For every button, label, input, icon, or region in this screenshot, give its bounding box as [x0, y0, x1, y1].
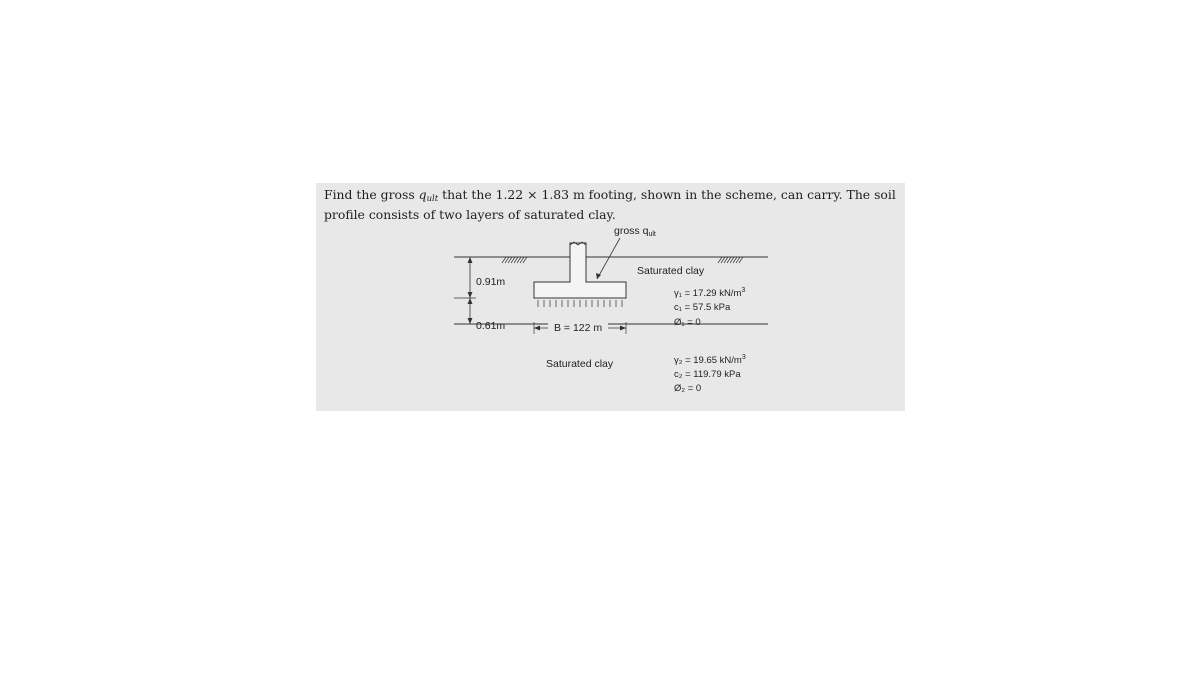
- problem-text-part1: Find the gross: [324, 187, 419, 202]
- layer1-friction-angle: Ø₁ = 0: [674, 317, 701, 328]
- layer1-cohesion: c₁ = 57.5 kPa: [674, 302, 731, 313]
- footing-diagram: [316, 183, 905, 411]
- depth-top-label: 0.91m: [476, 276, 506, 288]
- distributed-load-arrows: [538, 300, 622, 307]
- width-arrow-right: [620, 326, 626, 331]
- problem-text-part2: that the 1.22 × 1.83 m footing, shown in the scheme, can carry. The soil profile consists of two layers of saturated clay.: [324, 187, 896, 222]
- load-label: gross qult: [614, 225, 656, 238]
- ground-hatch-right: [718, 257, 743, 263]
- q-symbol: q: [418, 187, 427, 202]
- depth-bottom-label: 0.61m: [476, 320, 506, 332]
- layer2-name: Saturated clay: [546, 358, 614, 370]
- layer2-friction-angle: Ø₂ = 0: [674, 383, 702, 394]
- width-label: B = 122 m: [554, 322, 603, 334]
- layer1-name: Saturated clay: [637, 265, 705, 277]
- dim-arrow-mid-down: [468, 298, 473, 304]
- width-arrow-left: [534, 326, 540, 331]
- dim-arrow-top: [468, 257, 473, 263]
- q-subscript: ult: [426, 194, 439, 204]
- layer2-cohesion: c₂ = 119.79 kPa: [674, 369, 741, 380]
- load-leader-line: [597, 238, 620, 279]
- layer2-gamma: γ₂ = 19.65 $kN/m^3$: [674, 354, 746, 366]
- ground-hatch-left: [502, 257, 527, 263]
- problem-panel: [316, 183, 905, 411]
- dim-arrow-bottom: [468, 318, 473, 324]
- layer1-gamma: γ₁ = 17.29 $kN/m^3$: [674, 287, 746, 299]
- dim-arrow-mid-up: [468, 292, 473, 298]
